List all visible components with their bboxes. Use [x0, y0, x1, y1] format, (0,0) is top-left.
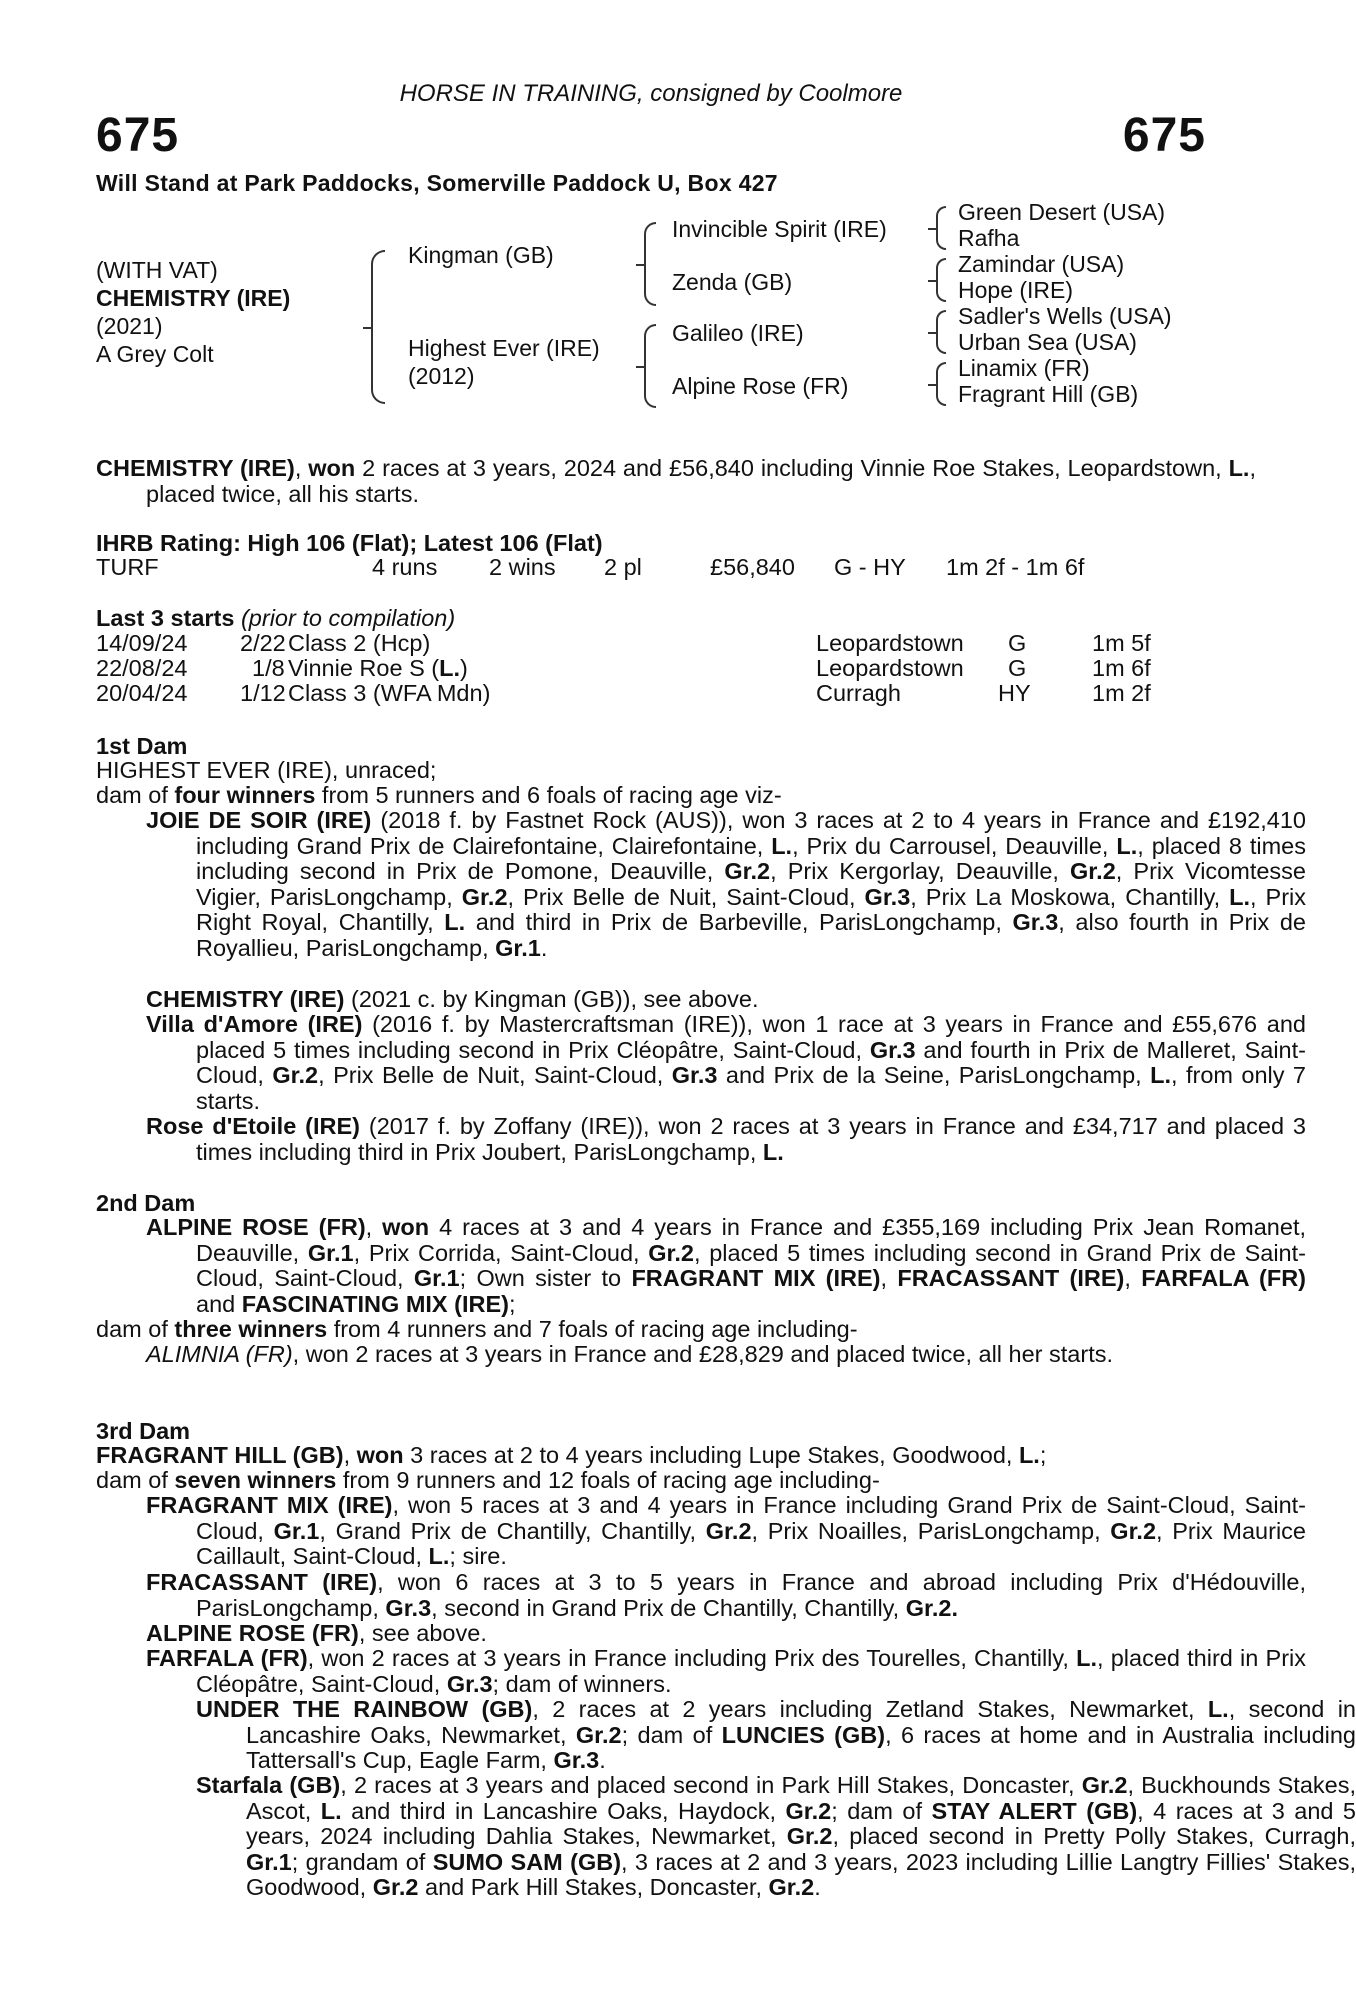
- sire-dam: Zenda (GB): [672, 269, 793, 295]
- text-fragment: (2017 f. by Zoffany (IRE)), won 2 races at 3 years in France and £34,717 and placed 3 times including third in Prix Joubert, ParisLongchamp,: [196, 1113, 1306, 1165]
- text-fragment: .: [540, 934, 548, 961]
- text-fragment: L.: [1076, 1645, 1098, 1671]
- rating-distance: 1m 2f - 1m 6f: [946, 554, 1085, 580]
- text-fragment: , Prix Corrida, Saint-Cloud,: [353, 1239, 649, 1266]
- summary-text-end: , placed twice, all his starts.: [146, 455, 1256, 507]
- text-fragment: FRACASSANT (IRE): [897, 1265, 1125, 1291]
- text-fragment: and: [196, 1290, 242, 1317]
- text-fragment: won: [382, 1214, 430, 1240]
- produce-name: Rose d'Etoile (IRE): [146, 1113, 360, 1139]
- text-fragment: FARFALA (FR): [1141, 1265, 1307, 1291]
- text-fragment: , Buckhounds Stakes, Ascot,: [246, 1772, 1356, 1824]
- text-fragment: Gr.3: [864, 883, 911, 910]
- text-fragment: Gr.3: [1012, 909, 1059, 935]
- catalogue-page: [96, 0, 1356, 2000]
- text-fragment: , 6 races at home and in Australia including Tattersall's Cup, Eagle Farm,: [246, 1721, 1356, 1773]
- rating-runs: 4 runs: [372, 554, 438, 580]
- text-fragment: Gr.2: [1070, 858, 1116, 884]
- text-fragment: L.: [1018, 1442, 1040, 1468]
- pedigree-gen3-b: [958, 251, 1124, 303]
- text-fragment: 3 races at 2 to 4 years including Lupe Stakes, Goodwood,: [403, 1442, 1019, 1468]
- start-race: [288, 681, 490, 707]
- text-fragment: Gr.2: [461, 883, 508, 910]
- text-fragment: from 9 runners and 12 foals of racing age including-: [336, 1467, 880, 1493]
- dam-year: (2012): [408, 363, 475, 389]
- rating-wins: 2 wins: [489, 554, 556, 580]
- text-fragment: L.: [1207, 1696, 1229, 1722]
- text-fragment: , won 5 races at 3 and 4 years in France including Grand Prix de Saint-Cloud, Saint-Cloud,: [196, 1492, 1306, 1544]
- produce-rose-detoile: [96, 1114, 1306, 1165]
- rating-earnings: £56,840: [710, 554, 795, 580]
- dam: Highest Ever (IRE): [408, 335, 600, 361]
- third-dam-name: FRAGRANT HILL (GB): [96, 1442, 344, 1468]
- text-fragment: Gr.1: [273, 1517, 320, 1544]
- text-fragment: , Prix Belle de Nuit, Saint-Cloud,: [507, 883, 865, 910]
- text-fragment: ; dam of: [621, 1721, 722, 1748]
- start-date: 14/09/24: [96, 630, 188, 656]
- text-fragment: and third in Prix de Barbeville, ParisLongchamp,: [465, 909, 1013, 935]
- dd-sire: Linamix (FR): [958, 355, 1090, 381]
- text-fragment: ; Own sister to: [459, 1265, 632, 1291]
- text-fragment: , placed third in Prix Cléopâtre, Saint-Cloud,: [196, 1645, 1306, 1697]
- text-fragment: .: [814, 1874, 821, 1900]
- dd-dam: Fragrant Hill (GB): [958, 381, 1139, 407]
- lot-number-left: 675: [96, 109, 180, 162]
- start-position: 1/12: [240, 680, 286, 706]
- start-distance: 1m 6f: [1092, 655, 1151, 681]
- race-summary: CHEMISTRY (IRE), won 2 races at 3 years, 2024 and £56,840 including Vinnie Roe Stakes, Leopardstown, L., placed twice, all his starts.: [96, 455, 1256, 507]
- pedigree-gen3-a: [958, 199, 1165, 251]
- produce-starfala: [96, 1773, 1356, 1901]
- text-fragment: ,: [880, 1265, 898, 1291]
- start-race-end: ): [460, 655, 468, 681]
- text-fragment: and Prix de la Seine, ParisLongchamp,: [717, 1062, 1151, 1088]
- text-fragment: L.: [771, 832, 793, 859]
- text-fragment: ;: [508, 1290, 516, 1317]
- start-going: HY: [998, 680, 1031, 706]
- vat-note: (WITH VAT): [96, 257, 218, 283]
- produce-alimnia: [96, 1342, 1306, 1368]
- pedigree-bracket-3b: [936, 258, 946, 302]
- start-course: Leopardstown: [816, 655, 964, 681]
- start-date: 20/04/24: [96, 680, 188, 706]
- text-fragment: , won 2 races at 3 years in France and £28,829 and placed twice, all her starts.: [292, 1341, 1114, 1367]
- lot-number-right: 675: [1122, 109, 1206, 162]
- text-fragment: , placed second in Pretty Polly Stakes, Curragh,: [832, 1823, 1356, 1849]
- produce-alpine-rose: [96, 1621, 1306, 1647]
- text-fragment: L.: [1229, 883, 1250, 910]
- text-fragment: , Prix Vicomtesse Vigier, ParisLongchamp,: [196, 858, 1306, 910]
- text-fragment: and Park Hill Stakes, Doncaster,: [418, 1874, 769, 1900]
- produce-name: Starfala (GB): [196, 1772, 341, 1798]
- text-fragment: STAY ALERT (GB): [931, 1797, 1138, 1824]
- ds-sire: Sadler's Wells (USA): [958, 303, 1172, 329]
- start-course: Curragh: [816, 680, 901, 706]
- text-fragment: , 4 races at 3 and 5 years, 2024 including Dahlia Stakes, Newmarket,: [246, 1797, 1356, 1849]
- text-fragment: , Prix Kergorlay, Deauville,: [770, 858, 1071, 884]
- text-fragment: , won 2 races at 3 years in France including Prix des Tourelles, Chantilly,: [307, 1645, 1077, 1671]
- produce-villa-damore: [96, 1012, 1306, 1114]
- produce-name: FRACASSANT (IRE): [146, 1569, 378, 1595]
- last-starts-heading: [96, 606, 455, 632]
- text-fragment: L.: [762, 1138, 784, 1165]
- rating-going: G - HY: [834, 554, 906, 580]
- text-fragment: Gr.2: [272, 1062, 319, 1088]
- pedigree-bracket-3a: [936, 206, 946, 250]
- text-fragment: , won 6 races at 3 to 5 years in France and abroad including Prix d'Hédouville, ParisLongchamp,: [196, 1569, 1306, 1621]
- text-fragment: , see above.: [358, 1620, 487, 1646]
- text-fragment: Gr.2: [786, 1823, 833, 1849]
- text-fragment: , second in Lancashire Oaks, Newmarket,: [246, 1696, 1356, 1748]
- second-dam-heading: 2nd Dam: [96, 1190, 196, 1216]
- sd-sire: Zamindar (USA): [958, 251, 1125, 277]
- text-fragment: ;: [1039, 1442, 1047, 1468]
- start-course: Leopardstown: [816, 630, 964, 656]
- ss-dam: Rafha: [958, 225, 1020, 251]
- first-dam-line: HIGHEST EVER (IRE), unraced;: [96, 757, 437, 783]
- first-dam-produce-line: [96, 783, 1206, 809]
- text-fragment: FRAGRANT MIX (IRE): [631, 1265, 881, 1291]
- consignor-line: HORSE IN TRAINING, consigned by Coolmore: [399, 80, 903, 107]
- produce-name: FARFALA (FR): [146, 1645, 308, 1671]
- first-dam-heading: 1st Dam: [96, 733, 188, 759]
- text-fragment: dam of: [96, 1316, 175, 1342]
- start-race: [288, 656, 468, 682]
- dam-of-text: dam of: [96, 782, 175, 808]
- text-fragment: Gr.1: [413, 1265, 460, 1291]
- text-fragment: from 4 runners and 7 foals of racing age including-: [327, 1316, 858, 1342]
- summary-text: 2 races at 3 years, 2024 and £56,840 including Vinnie Roe Stakes, Leopardstown,: [355, 455, 1229, 481]
- text-fragment: Gr.1: [495, 934, 541, 961]
- rating-heading: IHRB Rating: High 106 (Flat); Latest 106 (Flat): [96, 530, 603, 556]
- start-race-grade: L.: [439, 655, 460, 681]
- text-fragment: , Prix du Carrousel, Deauville,: [792, 832, 1117, 859]
- text-fragment: ,: [1124, 1265, 1142, 1291]
- text-fragment: ; dam of winners.: [492, 1670, 672, 1697]
- text-fragment: (2016 f. by Mastercraftsman (IRE)), won 1 race at 3 years in France and £55,676 and placed 5 times including second in Prix Cléopâtre, Saint-Cloud,: [196, 1011, 1306, 1063]
- text-fragment: Gr.2: [768, 1874, 815, 1900]
- text-fragment: Gr.2: [648, 1239, 694, 1266]
- text-fragment: Gr.2: [705, 1517, 752, 1544]
- summary-name: CHEMISTRY (IRE): [96, 455, 295, 481]
- text-fragment: , Prix Right Royal, Chantilly,: [196, 883, 1306, 935]
- rating-surface: TURF: [96, 554, 159, 580]
- text-fragment: Gr.1: [246, 1848, 292, 1875]
- start-distance: 1m 5f: [1092, 630, 1151, 656]
- produce-under-the-rainbow: [96, 1697, 1356, 1774]
- text-fragment: Gr.3: [553, 1747, 600, 1773]
- ss-sire: Green Desert (USA): [958, 199, 1166, 225]
- produce-name: ALPINE ROSE (FR): [146, 1620, 359, 1646]
- text-fragment: , Grand Prix de Chantilly, Chantilly,: [319, 1517, 706, 1544]
- text-fragment: Gr.2.: [905, 1594, 958, 1621]
- winners-count: four winners: [174, 782, 316, 808]
- dam-of-rest: from 5 runners and 6 foals of racing age viz-: [315, 782, 782, 808]
- text-fragment: L.: [444, 909, 466, 935]
- text-fragment: Gr.2: [372, 1874, 419, 1900]
- start-position: 1/8: [252, 655, 285, 681]
- text-fragment: seven winners: [174, 1467, 337, 1493]
- produce-chemistry: [96, 987, 1306, 1013]
- text-fragment: , from only 7 starts.: [196, 1062, 1307, 1114]
- produce-farfala: [96, 1646, 1306, 1697]
- text-fragment: , second in Grand Prix de Chantilly, Chantilly,: [431, 1594, 906, 1621]
- text-fragment: , placed 8 times including second in Prix de Pomone, Deauville,: [196, 832, 1306, 884]
- start-race-text: Vinnie Roe S (: [288, 655, 440, 681]
- horse-block: [96, 256, 290, 368]
- start-position: 2/22: [240, 630, 286, 656]
- text-fragment: Gr.2: [1081, 1772, 1128, 1798]
- text-fragment: Gr.3: [385, 1594, 432, 1621]
- text-fragment: L.: [1116, 832, 1138, 859]
- rating-placed: 2 pl: [604, 554, 642, 580]
- horse-year: (2021): [96, 313, 163, 339]
- start-race-text: Class 3 (WFA Mdn): [288, 680, 491, 706]
- text-fragment: and fourth in Prix de Malleret, Saint-Cloud,: [196, 1036, 1306, 1088]
- text-fragment: and third in Lancashire Oaks, Haydock,: [341, 1797, 786, 1824]
- pedigree-gen3-d: [958, 355, 1138, 407]
- text-fragment: .: [599, 1747, 606, 1773]
- text-fragment: L.: [320, 1797, 342, 1824]
- horse-name: CHEMISTRY (IRE): [96, 285, 291, 311]
- pedigree-bracket-1: [371, 250, 385, 404]
- dam-dam: Alpine Rose (FR): [672, 373, 849, 399]
- text-fragment: ; sire.: [449, 1543, 507, 1569]
- text-fragment: dam of: [96, 1467, 175, 1493]
- start-going: G: [1008, 630, 1027, 656]
- start-going: G: [1008, 655, 1027, 681]
- produce-fragrant-mix: [96, 1493, 1306, 1570]
- start-race-text: Class 2 (Hcp): [288, 630, 431, 656]
- pedigree-bracket-3c: [936, 310, 946, 354]
- start-distance: 1m 2f: [1092, 680, 1151, 706]
- produce-fracassant: [96, 1570, 1306, 1621]
- produce-name: JOIE DE SOIR (IRE): [146, 807, 372, 833]
- produce-name: FRAGRANT MIX (IRE): [146, 1492, 393, 1518]
- last-starts-title: Last 3 starts: [96, 605, 235, 631]
- produce-name: Villa d'Amore (IRE): [146, 1011, 363, 1037]
- pedigree-bracket-2a: [644, 222, 656, 306]
- text-fragment: Gr.2: [575, 1721, 622, 1748]
- text-fragment: Gr.3: [671, 1062, 718, 1088]
- horse-description: A Grey Colt: [96, 341, 214, 367]
- text-fragment: (2018 f. by Fastnet Rock (AUS)), won 3 races at 2 to 4 years in France and £192,410 including Grand Prix de Clairefontaine, Clairefontaine,: [196, 807, 1306, 859]
- text-fragment: Gr.3: [446, 1670, 493, 1697]
- third-dam-produce-line: [96, 1468, 1206, 1494]
- sire: Kingman (GB): [408, 242, 554, 268]
- stand-location: Will Stand at Park Paddocks, Somerville Paddock U, Box 427: [96, 170, 778, 196]
- start-date: 22/08/24: [96, 655, 188, 681]
- second-dam-record: ALPINE ROSE (FR), won 4 races at 3 and 4 years in France and £355,169 including Prix Jean Romanet, Deauville, Gr.1, Prix Corrida, Saint-Cloud, Gr.2, placed 5 times including second in Grand Prix de Saint-Cloud, Saint-Cloud, Gr.1; Own sister to FRAGRANT MIX (IRE), FRACASSANT (IRE), FARFALA (FR) and FASCINATING MIX (IRE);: [146, 1214, 1307, 1317]
- ds-dam: Urban Sea (USA): [958, 329, 1137, 355]
- text-fragment: , Prix Belle de Nuit, Saint-Cloud,: [318, 1062, 672, 1088]
- text-fragment: ; dam of: [831, 1797, 932, 1824]
- text-fragment: , 2 races at 3 years and placed second in Park Hill Stakes, Doncaster,: [340, 1772, 1082, 1798]
- text-fragment: , Prix Noailles, ParisLongchamp,: [751, 1517, 1111, 1544]
- summary-listed: L.: [1228, 455, 1250, 481]
- text-fragment: , Prix La Moskowa, Chantilly,: [910, 883, 1230, 910]
- text-fragment: , Prix Maurice Caillault, Saint-Cloud,: [196, 1517, 1306, 1569]
- text-fragment: L.: [428, 1543, 450, 1569]
- sire-sire: Invincible Spirit (IRE): [672, 216, 887, 242]
- text-fragment: LUNCIES (GB): [721, 1721, 886, 1748]
- text-fragment: Gr.3: [869, 1036, 916, 1063]
- text-fragment: Gr.2: [785, 1797, 832, 1824]
- dam-sire: Galileo (IRE): [672, 320, 804, 346]
- text-fragment: , placed 5 times including second in Grand Prix de Saint-Cloud, Saint-Cloud,: [196, 1239, 1306, 1291]
- pedigree-bracket-3d: [936, 362, 946, 406]
- text-fragment: , 3 races at 2 and 3 years, 2023 including Lillie Langtry Fillies' Stakes, Goodwood,: [246, 1848, 1356, 1900]
- sd-dam: Hope (IRE): [958, 277, 1074, 303]
- produce-name: ALIMNIA (FR): [146, 1341, 293, 1367]
- third-dam-record: FRAGRANT HILL (GB), won 3 races at 2 to 4 years including Lupe Stakes, Goodwood, L.;: [96, 1442, 1047, 1468]
- text-fragment: FASCINATING MIX (IRE): [241, 1290, 509, 1317]
- produce-name: UNDER THE RAINBOW (GB): [196, 1696, 533, 1722]
- text-fragment: L.: [1150, 1062, 1171, 1088]
- text-fragment: 4 races at 3 and 4 years in France and £355,169 including Prix Jean Romanet, Deauville,: [196, 1214, 1307, 1266]
- last-starts-note: (prior to compilation): [240, 605, 456, 631]
- produce-name: CHEMISTRY (IRE): [146, 986, 345, 1012]
- text-fragment: SUMO SAM (GB): [432, 1848, 622, 1875]
- second-dam-produce-line: [96, 1317, 1206, 1343]
- third-dam-heading: 3rd Dam: [96, 1418, 191, 1444]
- text-fragment: Gr.2: [1110, 1517, 1157, 1544]
- summary-won: won: [308, 455, 356, 481]
- pedigree-bracket-2b: [644, 324, 656, 408]
- text-fragment: , also fourth in Prix de Royallieu, ParisLongchamp,: [196, 909, 1306, 961]
- text-fragment: won: [356, 1442, 404, 1468]
- second-dam-name: ALPINE ROSE (FR): [146, 1214, 366, 1240]
- pedigree-gen3-c: [958, 303, 1172, 355]
- text-fragment: Gr.1: [307, 1239, 354, 1266]
- text-fragment: Gr.2: [724, 858, 771, 884]
- text-fragment: (2021 c. by Kingman (GB)), see above.: [344, 986, 759, 1012]
- produce-joie-de-soir: [96, 808, 1306, 961]
- text-fragment: three winners: [174, 1316, 328, 1342]
- text-fragment: , 2 races at 2 years including Zetland Stakes, Newmarket,: [532, 1696, 1208, 1722]
- text-fragment: ; grandam of: [291, 1848, 433, 1875]
- start-race: [288, 631, 430, 657]
